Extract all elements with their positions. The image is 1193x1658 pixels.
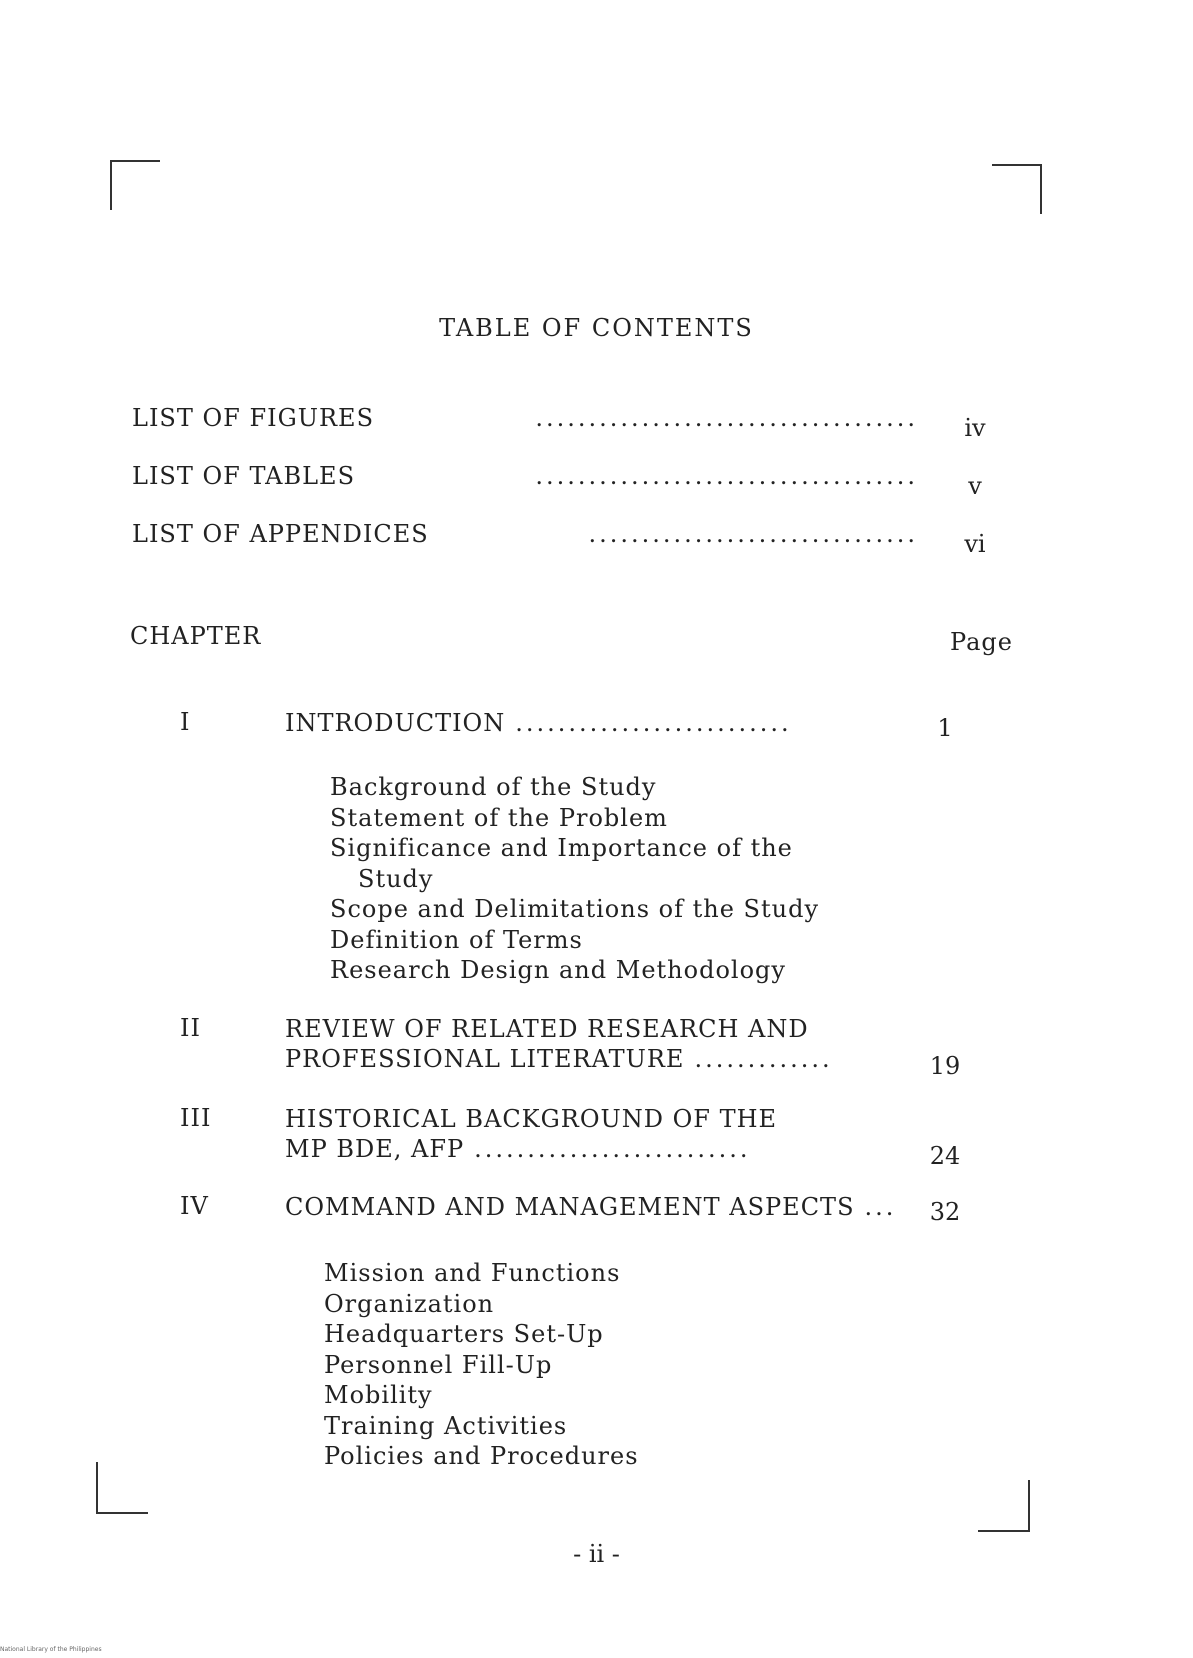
chapter-numeral: II — [180, 1014, 201, 1042]
chapter-title-line: REVIEW OF RELATED RESEARCH AND — [285, 1015, 809, 1043]
chapter-column-heading: CHAPTER — [130, 622, 262, 650]
toc-entry-label: LIST OF APPENDICES — [132, 520, 429, 548]
chapter-title — [285, 1014, 833, 1074]
chapter-title-line: MP BDE, AFP — [285, 1135, 465, 1163]
toc-chapter-2 — [180, 1014, 1010, 1078]
chapter-title — [285, 1104, 777, 1164]
toc-page-number: 24 — [929, 1142, 961, 1170]
toc-page-number: vi — [964, 530, 986, 558]
list-item: Background of the Study — [330, 773, 657, 801]
leader-dots: .......................... — [515, 709, 792, 737]
chapter-numeral: IV — [180, 1192, 209, 1220]
chapter-numeral: III — [180, 1104, 212, 1132]
chapter-title-line: COMMAND AND MANAGEMENT ASPECTS — [285, 1193, 855, 1221]
chapter-1-sections — [330, 772, 819, 986]
toc-page-number: iv — [964, 414, 986, 442]
page-title: TABLE OF CONTENTS — [439, 314, 754, 342]
list-item: Policies and Procedures — [324, 1442, 639, 1470]
list-item: Personnel Fill-Up — [324, 1350, 553, 1379]
leader-dots: .................................... — [535, 462, 918, 490]
leader-dots: .................................... — [535, 404, 918, 432]
chapter-numeral: I — [180, 708, 191, 736]
chapter-title-line: INTRODUCTION — [285, 709, 506, 737]
chapter-title-line: HISTORICAL BACKGROUND OF THE — [285, 1105, 778, 1133]
list-item: Headquarters Set-Up — [324, 1320, 604, 1348]
crop-mark-top-left — [110, 160, 160, 210]
chapter-title-line: PROFESSIONAL LITERATURE — [285, 1045, 685, 1073]
toc-page-number: 19 — [929, 1052, 961, 1080]
toc-page-number: v — [968, 472, 982, 500]
crop-mark-bottom-left — [96, 1462, 148, 1514]
chapter-4-sections — [324, 1258, 639, 1472]
list-item: Study — [358, 864, 434, 893]
list-item: Research Design and Methodology — [330, 956, 786, 984]
leader-dots: .......................... — [474, 1135, 751, 1163]
toc-chapter-4 — [180, 1192, 1010, 1226]
leader-dots: ............. — [694, 1045, 833, 1073]
toc-row-list-of-figures — [132, 404, 1012, 442]
list-item: Significance and Importance of the — [330, 834, 793, 862]
toc-page-number: 32 — [929, 1198, 961, 1226]
page-column-heading: Page — [950, 628, 1013, 656]
page-number: - ii - — [573, 1540, 620, 1568]
list-item: Organization — [324, 1289, 495, 1318]
leader-dots: ... — [864, 1193, 897, 1221]
scan-footer-note: National Library of the Philippines — [0, 1646, 102, 1653]
crop-mark-bottom-right — [978, 1480, 1030, 1532]
toc-page-number: 1 — [937, 714, 953, 742]
toc-entry-label: LIST OF TABLES — [132, 462, 356, 490]
toc-row-list-of-appendices — [132, 520, 1012, 558]
list-item: Mobility — [324, 1381, 433, 1409]
chapter-title — [285, 708, 792, 738]
toc-row-list-of-tables — [132, 462, 1012, 500]
list-item: Mission and Functions — [324, 1259, 621, 1287]
list-item: Scope and Delimitations of the Study — [330, 895, 819, 923]
list-item: Training Activities — [324, 1411, 568, 1440]
leader-dots: ............................... — [588, 520, 918, 548]
toc-chapter-3 — [180, 1104, 1010, 1168]
toc-chapter-1 — [180, 708, 1010, 742]
toc-entry-label: LIST OF FIGURES — [132, 404, 375, 432]
chapter-title — [285, 1192, 896, 1222]
crop-mark-top-right — [992, 164, 1042, 214]
list-item: Statement of the Problem — [330, 803, 668, 832]
list-item: Definition of Terms — [330, 925, 583, 954]
